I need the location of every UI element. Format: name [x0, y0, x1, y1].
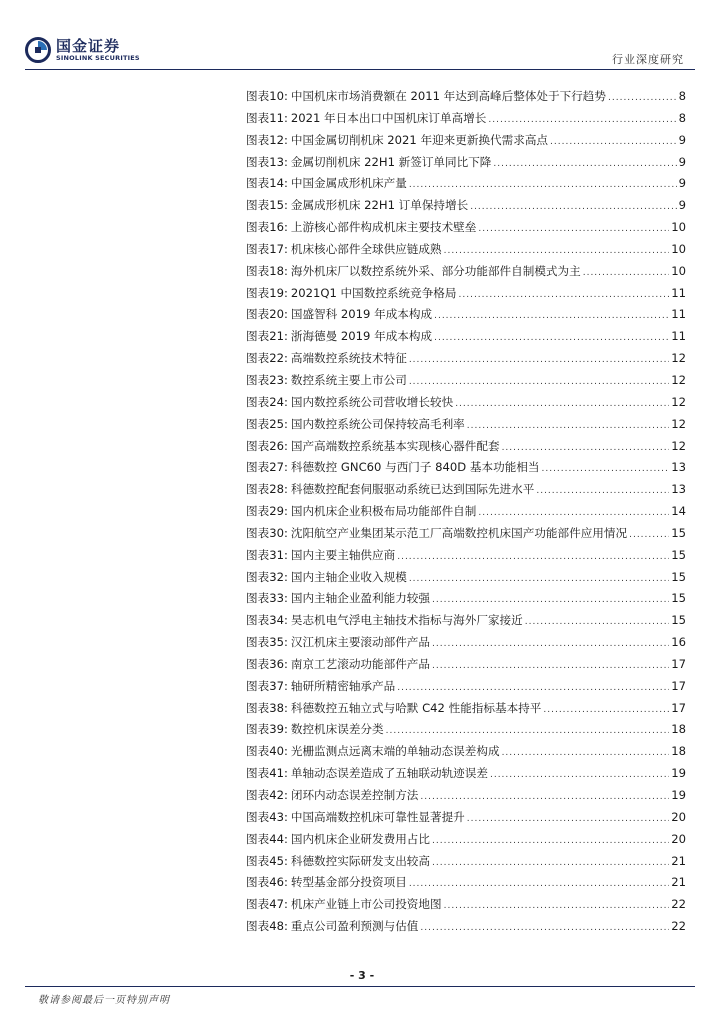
dot-leader: [444, 901, 670, 911]
figure-label: 图表23:: [246, 372, 288, 387]
page-ref: 11: [671, 329, 686, 344]
figure-label: 图表31:: [246, 547, 288, 562]
figure-label: 图表35:: [246, 635, 288, 650]
page-ref: 12: [671, 438, 686, 453]
dot-leader: [525, 617, 669, 627]
figure-label: 图表28:: [246, 482, 288, 497]
figure-label: 图表38:: [246, 700, 288, 715]
figure-title: 上游核心部件构成机床主要技术壁垒: [290, 220, 477, 235]
toc-entry[interactable]: [246, 328, 686, 350]
figure-title: 中国高端数控机床可靠性显著提升: [290, 809, 465, 824]
figure-title: 科德数控实际研发支出较高: [290, 853, 430, 868]
figure-label: 图表11:: [246, 110, 288, 125]
figure-label: 图表27:: [246, 460, 288, 475]
page-ref: 9: [678, 176, 686, 191]
dot-leader: [478, 224, 669, 234]
dot-leader: [550, 137, 677, 147]
figure-title: 南京工艺滚动功能部件产品: [290, 656, 430, 671]
page-ref: 14: [671, 504, 686, 519]
toc-entry[interactable]: [246, 481, 686, 503]
figure-title: 国内机床企业研发费用占比: [290, 831, 430, 846]
page-ref: 15: [671, 591, 686, 606]
figure-label: 图表32:: [246, 569, 288, 584]
toc-entry[interactable]: [246, 918, 686, 940]
toc-entry[interactable]: [246, 372, 686, 394]
figure-title: 轴研所精密轴承产品: [290, 678, 396, 693]
dot-leader: [455, 399, 669, 409]
page-ref: 10: [671, 220, 686, 235]
figure-title: 重点公司盈利预测与估值: [290, 919, 419, 934]
dot-leader: [488, 115, 676, 125]
toc-entry[interactable]: [246, 438, 686, 460]
page-ref: 11: [671, 285, 686, 300]
figure-title: 中国金属成形机床产量: [290, 176, 407, 191]
page-header: [0, 0, 724, 76]
figure-label: 图表46:: [246, 875, 288, 890]
dot-leader: [432, 639, 669, 649]
page-ref: 22: [671, 897, 686, 912]
dot-leader: [420, 923, 669, 933]
toc-entry[interactable]: [246, 132, 686, 154]
toc-entry[interactable]: [246, 612, 686, 634]
toc-entry[interactable]: [246, 219, 686, 241]
dot-leader: [434, 311, 669, 321]
toc-entry[interactable]: [246, 547, 686, 569]
figure-label: 图表13:: [246, 154, 288, 169]
figure-label: 图表39:: [246, 722, 288, 737]
page-ref: 15: [671, 613, 686, 628]
page-ref: 10: [671, 241, 686, 256]
sinolink-logo: [25, 37, 140, 63]
logo-chinese-name: 国金证券: [56, 37, 121, 55]
figure-label: 图表43:: [246, 809, 288, 824]
toc-entry[interactable]: [246, 154, 686, 176]
figure-title: 沈阳航空产业集团某示范工厂高端数控机床国产功能部件应用情况: [290, 525, 628, 540]
page-ref: 21: [671, 853, 686, 868]
dot-leader: [629, 530, 669, 540]
dot-leader: [478, 508, 669, 518]
dot-leader: [493, 159, 676, 169]
toc-entry[interactable]: [246, 853, 686, 875]
figure-label: 图表48:: [246, 919, 288, 934]
page-number: - 3 -: [349, 969, 375, 982]
dot-leader: [409, 180, 677, 190]
toc-entry[interactable]: [246, 350, 686, 372]
page-ref: 8: [678, 110, 686, 125]
dot-leader: [536, 486, 669, 496]
figure-title: 转型基金部分投资项目: [290, 875, 407, 890]
figure-title: 数控机床误差分类: [290, 722, 384, 737]
figure-title: 国内数控系统公司保持较高毛利率: [290, 416, 465, 431]
dot-leader: [541, 464, 669, 474]
figure-label: 图表19:: [246, 285, 288, 300]
dot-leader: [467, 421, 669, 431]
dot-leader: [432, 858, 669, 868]
figure-title: 科德数控五轴立式与哈默 C42 性能指标基本持平: [290, 700, 542, 715]
toc-entry[interactable]: [246, 896, 686, 918]
page-ref: 17: [671, 656, 686, 671]
page-ref: 12: [671, 372, 686, 387]
figure-label: 图表24:: [246, 394, 288, 409]
page-ref: 12: [671, 351, 686, 366]
page-ref: 16: [671, 635, 686, 650]
figure-label: 图表40:: [246, 744, 288, 759]
page-ref: 13: [671, 482, 686, 497]
dot-leader: [432, 595, 669, 605]
dot-leader: [397, 552, 669, 562]
page-ref: 18: [671, 744, 686, 759]
dot-leader: [467, 814, 669, 824]
figure-label: 图表25:: [246, 416, 288, 431]
page-ref: 15: [671, 547, 686, 562]
figure-title: 高端数控系统技术特征: [290, 351, 407, 366]
dot-leader: [409, 574, 669, 584]
toc-entry[interactable]: [246, 394, 686, 416]
page-ref: 21: [671, 875, 686, 890]
page-ref: 12: [671, 394, 686, 409]
figure-title: 中国金属切削机床 2021 年迎来更新换代需求高点: [290, 132, 549, 147]
figure-label: 图表20:: [246, 307, 288, 322]
toc-entry[interactable]: [246, 416, 686, 438]
figure-label: 图表21:: [246, 329, 288, 344]
page-ref: 15: [671, 569, 686, 584]
figure-title: 金属成形机床 22H1 订单保持增长: [290, 198, 469, 213]
figure-label: 图表12:: [246, 132, 288, 147]
figure-label: 图表17:: [246, 241, 288, 256]
figure-title: 机床核心部件全球供应链成熟: [290, 241, 442, 256]
dot-leader: [409, 879, 669, 889]
dot-leader: [583, 268, 670, 278]
toc-entry[interactable]: [246, 569, 686, 591]
dot-leader: [543, 705, 669, 715]
dot-leader: [434, 333, 669, 343]
dot-leader: [459, 290, 670, 300]
figure-title: 浙海德曼 2019 年成本构成: [290, 329, 433, 344]
logo-english-name: SINOLINK SECURITIES: [56, 54, 140, 62]
dot-leader: [397, 683, 669, 693]
page-ref: 9: [678, 154, 686, 169]
figure-title: 2021Q1 中国数控系统竞争格局: [290, 285, 457, 300]
page-ref: 8: [678, 89, 686, 103]
toc-entry[interactable]: [246, 110, 686, 132]
figure-label: 图表37:: [246, 678, 288, 693]
toc-entry[interactable]: [246, 634, 686, 656]
logo-mark-icon: [25, 37, 51, 63]
toc-entry[interactable]: [246, 197, 686, 219]
page-ref: 13: [671, 460, 686, 475]
page-ref: 9: [678, 132, 686, 147]
toc-entry[interactable]: [246, 678, 686, 700]
figure-title: 国内机床企业积极布局功能部件自制: [290, 504, 477, 519]
page-ref: 22: [671, 919, 686, 934]
dot-leader: [386, 726, 670, 736]
figure-title: 海外机床厂以数控系统外采、部分功能部件自制模式为主: [290, 263, 581, 278]
dot-leader: [432, 836, 669, 846]
figure-title: 国产高端数控系统基本实现核心器件配套: [290, 438, 500, 453]
disclaimer-note: 敬请参阅最后一页特别声明: [38, 995, 170, 1006]
figure-title: 光栅监测点远离末端的单轴动态误差构成: [290, 744, 500, 759]
page-ref: 12: [671, 416, 686, 431]
toc-entry[interactable]: [246, 285, 686, 307]
dot-leader: [502, 748, 670, 758]
figure-label: 图表22:: [246, 351, 288, 366]
figure-label: 图表36:: [246, 656, 288, 671]
dot-leader: [470, 202, 676, 212]
figure-title: 中国机床市场消费额在 2011 年达到高峰后整体处于下行趋势: [290, 89, 606, 103]
toc-entry[interactable]: [246, 459, 686, 481]
figure-title: 机床产业链上市公司投资地图: [290, 897, 442, 912]
toc-entry[interactable]: [246, 175, 686, 197]
toc-entry[interactable]: [246, 88, 686, 110]
dot-leader: [420, 792, 669, 802]
page-ref: 9: [678, 198, 686, 213]
figure-title: 国内主轴企业收入规模: [290, 569, 407, 584]
figure-label: 图表44:: [246, 831, 288, 846]
figure-title: 2021 年日本出口中国机床订单高增长: [290, 110, 487, 125]
figure-title: 单轴动态误差造成了五轴联动轨迹误差: [290, 766, 488, 781]
page-ref: 10: [671, 263, 686, 278]
page-ref: 17: [671, 678, 686, 693]
figure-title: 金属切削机床 22H1 新签订单同比下降: [290, 154, 492, 169]
toc-entry[interactable]: [246, 787, 686, 809]
page-ref: 11: [671, 307, 686, 322]
dot-leader: [444, 246, 670, 256]
figure-title: 数控系统主要上市公司: [290, 372, 407, 387]
figure-title: 科德数控 GNC60 与西门子 840D 基本功能相当: [290, 460, 540, 475]
figure-title: 闭环内动态误差控制方法: [290, 788, 419, 802]
figure-title: 昊志机电气浮电主轴技术指标与海外厂家接近: [290, 613, 523, 628]
page-ref: 15: [671, 525, 686, 540]
figure-title: 汉江机床主要滚动部件产品: [290, 635, 430, 650]
toc-entry[interactable]: [246, 263, 686, 285]
dot-leader: [409, 377, 669, 387]
toc-entry[interactable]: [246, 590, 686, 612]
figure-label: 图表16:: [246, 220, 288, 235]
page-ref: 20: [671, 831, 686, 846]
figure-label: 图表18:: [246, 263, 288, 278]
dot-leader: [490, 770, 669, 780]
toc-entry[interactable]: [246, 525, 686, 547]
figure-title: 科德数控配套伺服驱动系统已达到国际先进水平: [290, 482, 535, 497]
figure-label: 图表26:: [246, 438, 288, 453]
figure-label: 图表47:: [246, 897, 288, 912]
dot-leader: [608, 93, 677, 103]
figure-label: 图表41:: [246, 766, 288, 781]
figure-list: [246, 88, 686, 940]
report-category: 行业深度研究: [612, 53, 684, 66]
dot-leader: [502, 443, 670, 453]
figure-label: 图表33:: [246, 591, 288, 606]
page-ref: 18: [671, 722, 686, 737]
toc-entry[interactable]: [246, 743, 686, 765]
toc-entry[interactable]: [246, 809, 686, 831]
toc-entry[interactable]: [246, 503, 686, 525]
toc-entry[interactable]: [246, 874, 686, 896]
dot-leader: [409, 355, 669, 365]
toc-entry[interactable]: [246, 721, 686, 743]
header-divider: [25, 69, 695, 70]
page-ref: 17: [671, 700, 686, 715]
toc-entry[interactable]: [246, 765, 686, 787]
page-ref: 20: [671, 809, 686, 824]
figure-label: 图表15:: [246, 198, 288, 213]
figure-label: 图表14:: [246, 176, 288, 191]
dot-leader: [432, 661, 669, 671]
figure-title: 国盛智科 2019 年成本构成: [290, 307, 433, 322]
toc-entry[interactable]: [246, 656, 686, 678]
toc-entry[interactable]: [246, 831, 686, 853]
figure-title: 国内数控系统公司营收增长较快: [290, 394, 454, 409]
figure-label: 图表29:: [246, 504, 288, 519]
page-ref: 19: [671, 788, 686, 802]
toc-entry[interactable]: [246, 700, 686, 722]
toc-entry[interactable]: [246, 241, 686, 263]
footer-divider: [25, 986, 695, 987]
figure-label: 图表45:: [246, 853, 288, 868]
figure-label: 图表10:: [246, 89, 288, 103]
figure-title: 国内主要主轴供应商: [290, 547, 396, 562]
figure-label: 图表42:: [246, 788, 288, 802]
page-ref: 19: [671, 766, 686, 781]
figure-title: 国内主轴企业盈利能力较强: [290, 591, 430, 606]
figure-label: 图表30:: [246, 525, 288, 540]
figure-label: 图表34:: [246, 613, 288, 628]
toc-entry[interactable]: [246, 306, 686, 328]
